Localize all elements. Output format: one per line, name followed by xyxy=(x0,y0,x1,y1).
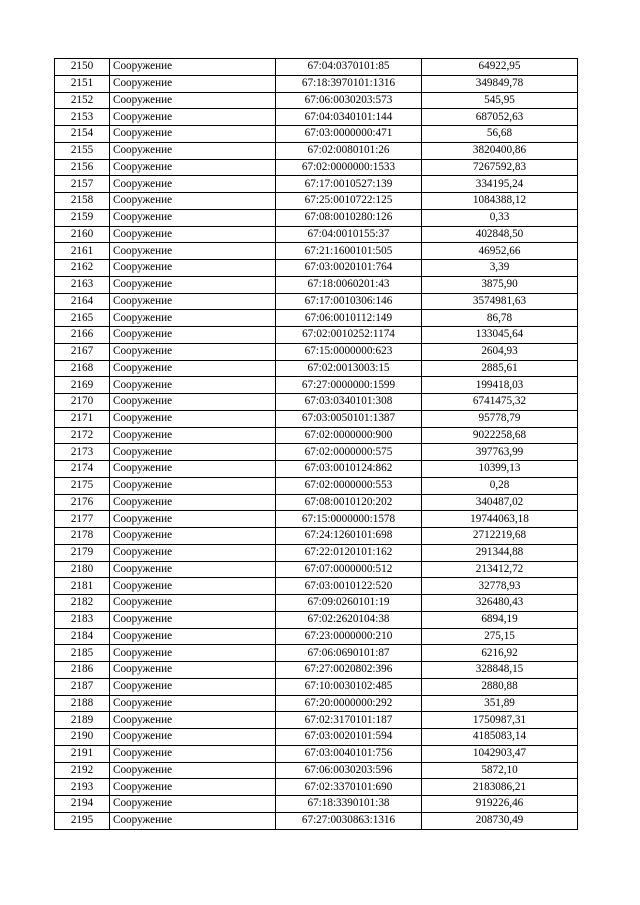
table-row xyxy=(55,561,578,578)
row-number-cell: 2161 xyxy=(55,243,110,260)
value-cell: 32778,93 xyxy=(422,578,578,595)
object-type-cell: Сооружение xyxy=(110,159,276,176)
value-cell: 334195,24 xyxy=(422,176,578,193)
cadastral-number-cell: 67:02:0000000:575 xyxy=(276,444,422,461)
table-row xyxy=(55,611,578,628)
value-cell: 56,68 xyxy=(422,126,578,143)
table-row xyxy=(55,712,578,729)
value-cell: 7267592,83 xyxy=(422,159,578,176)
row-number-cell: 2154 xyxy=(55,126,110,143)
table-row xyxy=(55,410,578,427)
cadastral-number-cell: 67:10:0030102:485 xyxy=(276,678,422,695)
cadastral-number-cell: 67:02:0000000:900 xyxy=(276,427,422,444)
cadastral-number-cell: 67:04:0340101:144 xyxy=(276,109,422,126)
table-row xyxy=(55,544,578,561)
table-row xyxy=(55,226,578,243)
row-number-cell: 2179 xyxy=(55,544,110,561)
table-row xyxy=(55,276,578,293)
value-cell: 3,39 xyxy=(422,260,578,277)
row-number-cell: 2162 xyxy=(55,260,110,277)
cadastral-number-cell: 67:02:0080101:26 xyxy=(276,142,422,159)
value-cell: 2712219,68 xyxy=(422,528,578,545)
table-row xyxy=(55,494,578,511)
row-number-cell: 2188 xyxy=(55,695,110,712)
table-row xyxy=(55,695,578,712)
value-cell: 349849,78 xyxy=(422,75,578,92)
table-row xyxy=(55,578,578,595)
cadastral-number-cell: 67:02:3170101:187 xyxy=(276,712,422,729)
object-type-cell: Сооружение xyxy=(110,796,276,813)
cadastral-number-cell: 67:07:0000000:512 xyxy=(276,561,422,578)
value-cell: 3574981,63 xyxy=(422,293,578,310)
cadastral-number-cell: 67:03:0340101:308 xyxy=(276,394,422,411)
value-cell: 328848,15 xyxy=(422,662,578,679)
table-row xyxy=(55,796,578,813)
table-row xyxy=(55,327,578,344)
row-number-cell: 2165 xyxy=(55,310,110,327)
value-cell: 199418,03 xyxy=(422,377,578,394)
row-number-cell: 2155 xyxy=(55,142,110,159)
cadastral-number-cell: 67:03:0050101:1387 xyxy=(276,410,422,427)
row-number-cell: 2152 xyxy=(55,92,110,109)
value-cell: 64922,95 xyxy=(422,59,578,76)
object-type-cell: Сооружение xyxy=(110,812,276,829)
object-type-cell: Сооружение xyxy=(110,394,276,411)
value-cell: 351,89 xyxy=(422,695,578,712)
table-row xyxy=(55,394,578,411)
value-cell: 1084388,12 xyxy=(422,193,578,210)
cadastral-number-cell: 67:15:0000000:623 xyxy=(276,343,422,360)
object-type-cell: Сооружение xyxy=(110,427,276,444)
table-row xyxy=(55,377,578,394)
cadastral-number-cell: 67:02:2620104:38 xyxy=(276,611,422,628)
data-table xyxy=(54,58,578,830)
value-cell: 2183086,21 xyxy=(422,779,578,796)
row-number-cell: 2151 xyxy=(55,75,110,92)
value-cell: 291344,88 xyxy=(422,544,578,561)
cadastral-number-cell: 67:23:0000000:210 xyxy=(276,628,422,645)
cadastral-number-cell: 67:22:0120101:162 xyxy=(276,544,422,561)
row-number-cell: 2167 xyxy=(55,343,110,360)
object-type-cell: Сооружение xyxy=(110,762,276,779)
table-body xyxy=(55,59,578,830)
cadastral-number-cell: 67:06:0030203:596 xyxy=(276,762,422,779)
cadastral-number-cell: 67:02:0013003:15 xyxy=(276,360,422,377)
row-number-cell: 2157 xyxy=(55,176,110,193)
cadastral-number-cell: 67:17:0010527:139 xyxy=(276,176,422,193)
cadastral-number-cell: 67:02:3370101:690 xyxy=(276,779,422,796)
row-number-cell: 2181 xyxy=(55,578,110,595)
value-cell: 5872,10 xyxy=(422,762,578,779)
value-cell: 9022258,68 xyxy=(422,427,578,444)
row-number-cell: 2178 xyxy=(55,528,110,545)
object-type-cell: Сооружение xyxy=(110,243,276,260)
row-number-cell: 2190 xyxy=(55,729,110,746)
table-row xyxy=(55,92,578,109)
cadastral-number-cell: 67:25:0010722:125 xyxy=(276,193,422,210)
table-row xyxy=(55,662,578,679)
table-row xyxy=(55,109,578,126)
row-number-cell: 2184 xyxy=(55,628,110,645)
value-cell: 275,15 xyxy=(422,628,578,645)
object-type-cell: Сооружение xyxy=(110,461,276,478)
table-row xyxy=(55,528,578,545)
table-row xyxy=(55,461,578,478)
row-number-cell: 2169 xyxy=(55,377,110,394)
value-cell: 213412,72 xyxy=(422,561,578,578)
value-cell: 4185083,14 xyxy=(422,729,578,746)
value-cell: 46952,66 xyxy=(422,243,578,260)
object-type-cell: Сооружение xyxy=(110,678,276,695)
cadastral-number-cell: 67:15:0000000:1578 xyxy=(276,511,422,528)
object-type-cell: Сооружение xyxy=(110,75,276,92)
table-row xyxy=(55,209,578,226)
table-row xyxy=(55,360,578,377)
value-cell: 545,95 xyxy=(422,92,578,109)
cadastral-number-cell: 67:06:0010112:149 xyxy=(276,310,422,327)
table-row xyxy=(55,343,578,360)
cadastral-number-cell: 67:06:0030203:573 xyxy=(276,92,422,109)
table-row xyxy=(55,762,578,779)
cadastral-number-cell: 67:02:0000000:553 xyxy=(276,477,422,494)
row-number-cell: 2173 xyxy=(55,444,110,461)
table-row xyxy=(55,260,578,277)
row-number-cell: 2153 xyxy=(55,109,110,126)
table-row xyxy=(55,126,578,143)
value-cell: 340487,02 xyxy=(422,494,578,511)
cadastral-number-cell: 67:03:0010122:520 xyxy=(276,578,422,595)
row-number-cell: 2195 xyxy=(55,812,110,829)
value-cell: 10399,13 xyxy=(422,461,578,478)
table-row xyxy=(55,745,578,762)
value-cell: 1750987,31 xyxy=(422,712,578,729)
object-type-cell: Сооружение xyxy=(110,410,276,427)
object-type-cell: Сооружение xyxy=(110,528,276,545)
object-type-cell: Сооружение xyxy=(110,477,276,494)
cadastral-number-cell: 67:03:0020101:764 xyxy=(276,260,422,277)
cadastral-number-cell: 67:27:0030863:1316 xyxy=(276,812,422,829)
cadastral-number-cell: 67:03:0040101:756 xyxy=(276,745,422,762)
value-cell: 2604,93 xyxy=(422,343,578,360)
row-number-cell: 2176 xyxy=(55,494,110,511)
value-cell: 19744063,18 xyxy=(422,511,578,528)
cadastral-number-cell: 67:06:0690101:87 xyxy=(276,645,422,662)
object-type-cell: Сооружение xyxy=(110,209,276,226)
cadastral-number-cell: 67:27:0020802:396 xyxy=(276,662,422,679)
table-row xyxy=(55,159,578,176)
cadastral-number-cell: 67:18:3390101:38 xyxy=(276,796,422,813)
object-type-cell: Сооружение xyxy=(110,745,276,762)
object-type-cell: Сооружение xyxy=(110,578,276,595)
value-cell: 397763,99 xyxy=(422,444,578,461)
object-type-cell: Сооружение xyxy=(110,109,276,126)
row-number-cell: 2174 xyxy=(55,461,110,478)
row-number-cell: 2166 xyxy=(55,327,110,344)
table-row xyxy=(55,142,578,159)
table-row xyxy=(55,427,578,444)
object-type-cell: Сооружение xyxy=(110,293,276,310)
cadastral-number-cell: 67:03:0010124:862 xyxy=(276,461,422,478)
cadastral-number-cell: 67:09:0260101:19 xyxy=(276,595,422,612)
cadastral-number-cell: 67:20:0000000:292 xyxy=(276,695,422,712)
object-type-cell: Сооружение xyxy=(110,662,276,679)
row-number-cell: 2187 xyxy=(55,678,110,695)
table-row xyxy=(55,310,578,327)
row-number-cell: 2171 xyxy=(55,410,110,427)
cadastral-number-cell: 67:04:0010155:37 xyxy=(276,226,422,243)
value-cell: 3820400,86 xyxy=(422,142,578,159)
object-type-cell: Сооружение xyxy=(110,511,276,528)
row-number-cell: 2175 xyxy=(55,477,110,494)
value-cell: 6741475,32 xyxy=(422,394,578,411)
object-type-cell: Сооружение xyxy=(110,611,276,628)
object-type-cell: Сооружение xyxy=(110,695,276,712)
row-number-cell: 2183 xyxy=(55,611,110,628)
cadastral-number-cell: 67:02:0000000:1533 xyxy=(276,159,422,176)
cadastral-number-cell: 67:17:0010306:146 xyxy=(276,293,422,310)
table-row xyxy=(55,645,578,662)
table-row xyxy=(55,511,578,528)
row-number-cell: 2191 xyxy=(55,745,110,762)
value-cell: 0,33 xyxy=(422,209,578,226)
object-type-cell: Сооружение xyxy=(110,544,276,561)
row-number-cell: 2164 xyxy=(55,293,110,310)
cadastral-number-cell: 67:03:0020101:594 xyxy=(276,729,422,746)
table-row xyxy=(55,243,578,260)
value-cell: 2885,61 xyxy=(422,360,578,377)
cadastral-number-cell: 67:04:0370101:85 xyxy=(276,59,422,76)
cadastral-number-cell: 67:08:0010280:126 xyxy=(276,209,422,226)
object-type-cell: Сооружение xyxy=(110,377,276,394)
value-cell: 6894,19 xyxy=(422,611,578,628)
row-number-cell: 2172 xyxy=(55,427,110,444)
table-row xyxy=(55,59,578,76)
table-row xyxy=(55,293,578,310)
object-type-cell: Сооружение xyxy=(110,226,276,243)
row-number-cell: 2182 xyxy=(55,595,110,612)
row-number-cell: 2177 xyxy=(55,511,110,528)
object-type-cell: Сооружение xyxy=(110,59,276,76)
value-cell: 0,28 xyxy=(422,477,578,494)
table-row xyxy=(55,729,578,746)
object-type-cell: Сооружение xyxy=(110,729,276,746)
row-number-cell: 2158 xyxy=(55,193,110,210)
value-cell: 95778,79 xyxy=(422,410,578,427)
object-type-cell: Сооружение xyxy=(110,193,276,210)
object-type-cell: Сооружение xyxy=(110,260,276,277)
object-type-cell: Сооружение xyxy=(110,494,276,511)
object-type-cell: Сооружение xyxy=(110,176,276,193)
value-cell: 86,78 xyxy=(422,310,578,327)
row-number-cell: 2168 xyxy=(55,360,110,377)
row-number-cell: 2159 xyxy=(55,209,110,226)
object-type-cell: Сооружение xyxy=(110,92,276,109)
table-row xyxy=(55,477,578,494)
row-number-cell: 2186 xyxy=(55,662,110,679)
row-number-cell: 2180 xyxy=(55,561,110,578)
row-number-cell: 2192 xyxy=(55,762,110,779)
table-row xyxy=(55,75,578,92)
object-type-cell: Сооружение xyxy=(110,595,276,612)
value-cell: 919226,46 xyxy=(422,796,578,813)
object-type-cell: Сооружение xyxy=(110,142,276,159)
object-type-cell: Сооружение xyxy=(110,343,276,360)
object-type-cell: Сооружение xyxy=(110,360,276,377)
object-type-cell: Сооружение xyxy=(110,276,276,293)
value-cell: 402848,50 xyxy=(422,226,578,243)
object-type-cell: Сооружение xyxy=(110,327,276,344)
cadastral-number-cell: 67:02:0010252:1174 xyxy=(276,327,422,344)
object-type-cell: Сооружение xyxy=(110,444,276,461)
cadastral-number-cell: 67:18:0060201:43 xyxy=(276,276,422,293)
object-type-cell: Сооружение xyxy=(110,628,276,645)
table-row xyxy=(55,628,578,645)
row-number-cell: 2160 xyxy=(55,226,110,243)
object-type-cell: Сооружение xyxy=(110,779,276,796)
cadastral-number-cell: 67:27:0000000:1599 xyxy=(276,377,422,394)
table-row xyxy=(55,678,578,695)
cadastral-number-cell: 67:24:1260101:698 xyxy=(276,528,422,545)
table-row xyxy=(55,779,578,796)
value-cell: 2880,88 xyxy=(422,678,578,695)
row-number-cell: 2194 xyxy=(55,796,110,813)
object-type-cell: Сооружение xyxy=(110,310,276,327)
table-row xyxy=(55,812,578,829)
value-cell: 133045,64 xyxy=(422,327,578,344)
table-row xyxy=(55,176,578,193)
row-number-cell: 2163 xyxy=(55,276,110,293)
cadastral-number-cell: 67:21:1600101:505 xyxy=(276,243,422,260)
cadastral-number-cell: 67:03:0000000:471 xyxy=(276,126,422,143)
table-row xyxy=(55,595,578,612)
cadastral-number-cell: 67:08:0010120:202 xyxy=(276,494,422,511)
table-row xyxy=(55,193,578,210)
row-number-cell: 2150 xyxy=(55,59,110,76)
cadastral-number-cell: 67:18:3970101:1316 xyxy=(276,75,422,92)
value-cell: 326480,43 xyxy=(422,595,578,612)
value-cell: 208730,49 xyxy=(422,812,578,829)
object-type-cell: Сооружение xyxy=(110,712,276,729)
row-number-cell: 2189 xyxy=(55,712,110,729)
row-number-cell: 2170 xyxy=(55,394,110,411)
value-cell: 687052,63 xyxy=(422,109,578,126)
row-number-cell: 2185 xyxy=(55,645,110,662)
table-row xyxy=(55,444,578,461)
object-type-cell: Сооружение xyxy=(110,561,276,578)
value-cell: 3875,90 xyxy=(422,276,578,293)
row-number-cell: 2156 xyxy=(55,159,110,176)
value-cell: 1042903,47 xyxy=(422,745,578,762)
row-number-cell: 2193 xyxy=(55,779,110,796)
object-type-cell: Сооружение xyxy=(110,645,276,662)
object-type-cell: Сооружение xyxy=(110,126,276,143)
value-cell: 6216,92 xyxy=(422,645,578,662)
